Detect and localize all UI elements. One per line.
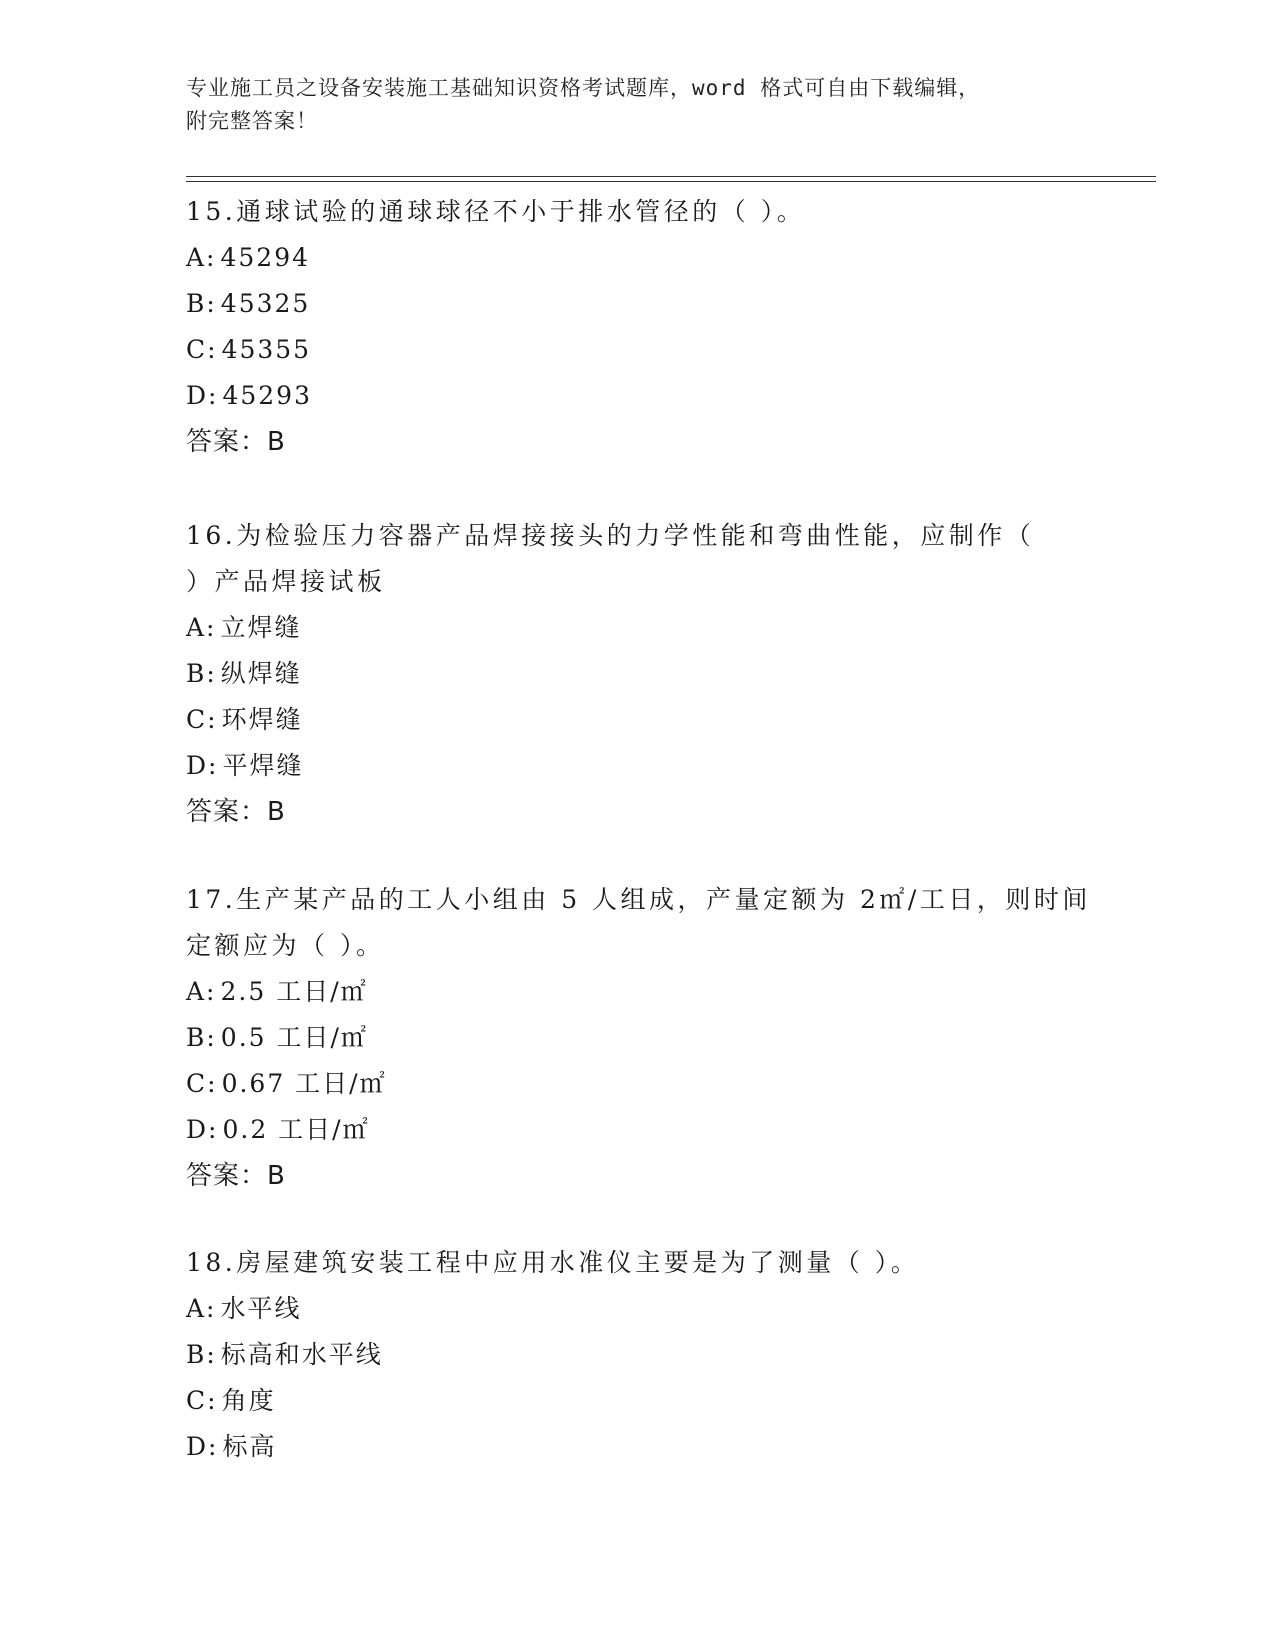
header-line-2: 附完整答案！ <box>186 109 318 133</box>
question-stem-line-2: 定额应为（ ）。 <box>186 931 385 960</box>
question-stem-line-2: ）产品焊接试板 <box>186 567 386 596</box>
question-stem: 15.通球试验的通球球径不小于排水管径的（ ）。 <box>186 197 806 226</box>
option-letter: B: <box>186 289 217 318</box>
question-stem-line-1: 16.为检验压力容器产品焊接接头的力学性能和弯曲性能，应制作（ <box>186 521 1035 550</box>
option-b <box>186 1332 1086 1378</box>
option-text: 45293 <box>222 381 312 410</box>
option-letter: D: <box>186 1432 219 1461</box>
option-d <box>186 1107 1086 1153</box>
question-16 <box>186 513 1086 835</box>
option-letter: D: <box>186 381 219 410</box>
option-b <box>186 651 1086 697</box>
header-divider-bottom <box>186 181 1156 182</box>
option-c <box>186 1061 1086 1107</box>
option-letter: C: <box>186 335 218 364</box>
option-letter: A: <box>186 977 217 1006</box>
question-stem-line-1: 17.生产某产品的工人小组由 5 人组成，产量定额为 2㎡/工日，则时间 <box>186 885 1091 914</box>
header-line-1: 专业施工员之设备安装施工基础知识资格考试题库，word 格式可自由下载编辑， <box>186 76 981 100</box>
answer-line: 答案：B <box>186 427 286 457</box>
option-text: 45355 <box>221 335 312 364</box>
header-divider-top <box>186 176 1156 177</box>
option-d <box>186 743 1086 789</box>
answer-line: 答案：B <box>186 797 286 827</box>
question-18 <box>186 1240 1086 1470</box>
option-letter: A: <box>186 243 217 272</box>
option-b <box>186 281 1086 327</box>
option-b <box>186 1015 1086 1061</box>
option-text: 45325 <box>220 289 311 318</box>
option-letter: C: <box>186 1386 218 1415</box>
option-text: 45294 <box>220 243 311 272</box>
option-c <box>186 1378 1086 1424</box>
option-text: 纵焊缝 <box>220 659 302 688</box>
option-text: 立焊缝 <box>220 613 302 642</box>
option-text: 2.5 工日/㎡ <box>220 977 368 1006</box>
option-text: 0.5 工日/㎡ <box>220 1023 368 1052</box>
option-c <box>186 697 1086 743</box>
option-text: 0.2 工日/㎡ <box>222 1115 370 1144</box>
question-stem: 18.房屋建筑安装工程中应用水准仪主要是为了测量（ ）。 <box>186 1248 920 1277</box>
option-a <box>186 605 1086 651</box>
option-letter: C: <box>186 1069 218 1098</box>
option-letter: A: <box>186 1294 217 1323</box>
option-letter: B: <box>186 659 217 688</box>
option-letter: C: <box>186 705 218 734</box>
answer-line: 答案：B <box>186 1161 286 1191</box>
option-text: 环焊缝 <box>221 705 303 734</box>
document-header <box>186 72 1086 138</box>
option-letter: A: <box>186 613 217 642</box>
question-15 <box>186 189 1086 465</box>
option-text: 水平线 <box>220 1294 302 1323</box>
option-letter: D: <box>186 751 219 780</box>
option-a <box>186 969 1086 1015</box>
option-letter: B: <box>186 1023 217 1052</box>
option-d <box>186 1424 1086 1470</box>
option-text: 0.67 工日/㎡ <box>221 1069 387 1098</box>
option-c <box>186 327 1086 373</box>
question-17 <box>186 877 1091 1199</box>
option-a <box>186 235 1086 281</box>
option-text: 平焊缝 <box>222 751 304 780</box>
option-letter: B: <box>186 1340 217 1369</box>
option-text: 角度 <box>221 1386 276 1415</box>
option-text: 标高 <box>222 1432 277 1461</box>
option-letter: D: <box>186 1115 219 1144</box>
option-text: 标高和水平线 <box>220 1340 383 1369</box>
option-a <box>186 1286 1086 1332</box>
option-d <box>186 373 1086 419</box>
